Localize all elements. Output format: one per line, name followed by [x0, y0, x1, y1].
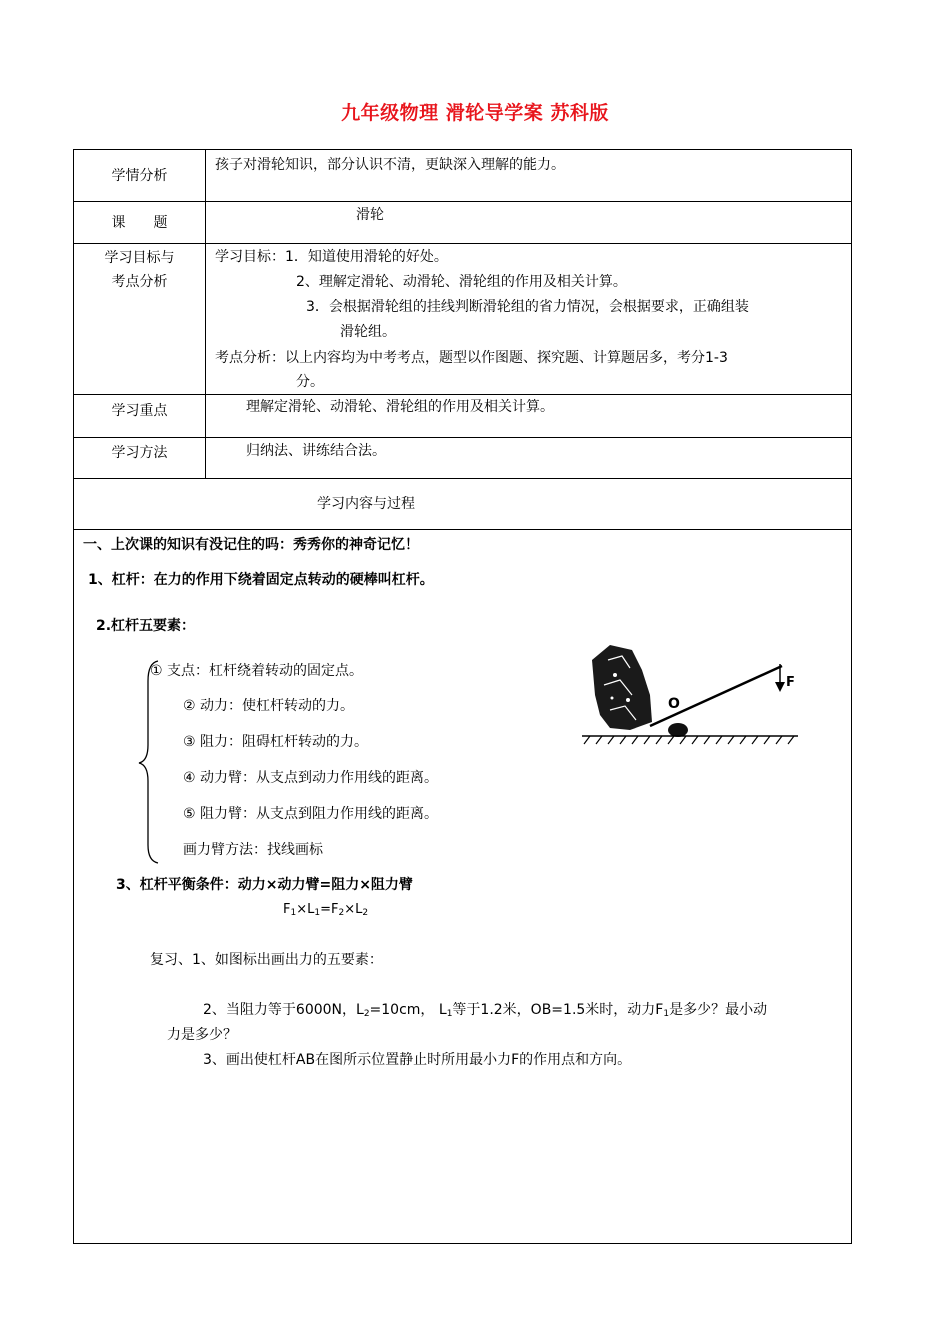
goal-3: 3．会根据滑轮组的挂线判断滑轮组的省力情况，会根据要求，正确组装 [306, 299, 749, 315]
exam-analysis: 考点分析：以上内容均为中考考点，题型以作图题、探究题、计算题居多，考分1-3 [215, 350, 728, 366]
row-divider [73, 529, 852, 530]
section-header: 学习内容与过程 [317, 496, 415, 512]
row-divider [73, 478, 852, 479]
lever-definition: 1、杠杆：在力的作用下绕着固定点转动的硬棒叫杠杆。 [88, 572, 434, 588]
review-question-1: 复习、1、如图标出画出力的五要素： [150, 952, 383, 968]
lever-figure [570, 640, 810, 750]
topic-label: 课 题 [111, 215, 168, 231]
rock-shape [592, 645, 652, 730]
lever-elements-heading: 2.杠杆五要素： [96, 618, 196, 634]
row-divider [73, 201, 852, 202]
situation-content: 孩子对滑轮知识，部分认识不清，更缺深入理解的能力。 [215, 157, 565, 173]
exam-analysis-cont: 分。 [296, 374, 324, 390]
force-label: F [786, 675, 795, 690]
topic-content: 滑轮 [356, 207, 384, 223]
goal-1: 学习目标：1．知道使用滑轮的好处。 [215, 249, 448, 265]
goal-3-cont: 滑轮组。 [340, 324, 396, 340]
pivot-label: O [668, 696, 680, 712]
balance-condition: 3、杠杆平衡条件：动力×动力臂=阻力×阻力臂 [116, 877, 413, 893]
element-resistance-arm: ⑤ 阻力臂：从支点到阻力作用线的距离。 [183, 806, 438, 822]
arm-drawing-method: 画力臂方法：找线画标 [183, 842, 323, 858]
document-title: 九年级物理 滑轮导学案 苏科版 [341, 102, 609, 124]
goals-label: 学习目标与 [104, 250, 175, 266]
goals-label-2: 考点分析 [111, 274, 168, 290]
element-effort: ② 动力：使杠杆转动的力。 [183, 698, 355, 714]
method-label: 学习方法 [111, 445, 168, 461]
review-question-3: 3、画出使杠杆AB在图所示位置静止时所用最小力F的作用点和方向。 [203, 1052, 632, 1068]
focus-content: 理解定滑轮、动滑轮、滑轮组的作用及相关计算。 [246, 399, 554, 415]
focus-label: 学习重点 [111, 403, 168, 419]
element-resistance: ③ 阻力：阻碍杠杆转动的力。 [183, 734, 369, 750]
element-fulcrum: ① 支点：杠杆绕着转动的固定点。 [150, 663, 364, 679]
goal-2: 2、理解定滑轮、动滑轮、滑轮组的作用及相关计算。 [296, 274, 627, 290]
element-effort-arm: ④ 动力臂：从支点到动力作用线的距离。 [183, 770, 438, 786]
row-divider [73, 243, 852, 244]
balance-formula: $F_1\times L_1=F_2\times L_2$ [283, 902, 369, 918]
row-divider [73, 437, 852, 438]
method-content: 归纳法、讲练结合法。 [246, 443, 386, 459]
review-question-2: 2、当阻力等于6000N，$L_2=10cm$， $L_1$等于1.2米，OB=1.5米时，动力$F_1$是多少？最小动 [203, 1002, 768, 1019]
row-divider [73, 394, 852, 395]
pivot-stone [668, 723, 688, 737]
situation-label: 学情分析 [111, 168, 168, 184]
column-divider [205, 149, 206, 478]
brace-symbol [136, 657, 162, 867]
review-question-2-cont: 力是多少？ [167, 1027, 237, 1043]
force-arrow [775, 682, 785, 692]
review-heading: 一、上次课的知识有没记住的吗：秀秀你的神奇记忆！ [83, 537, 419, 553]
